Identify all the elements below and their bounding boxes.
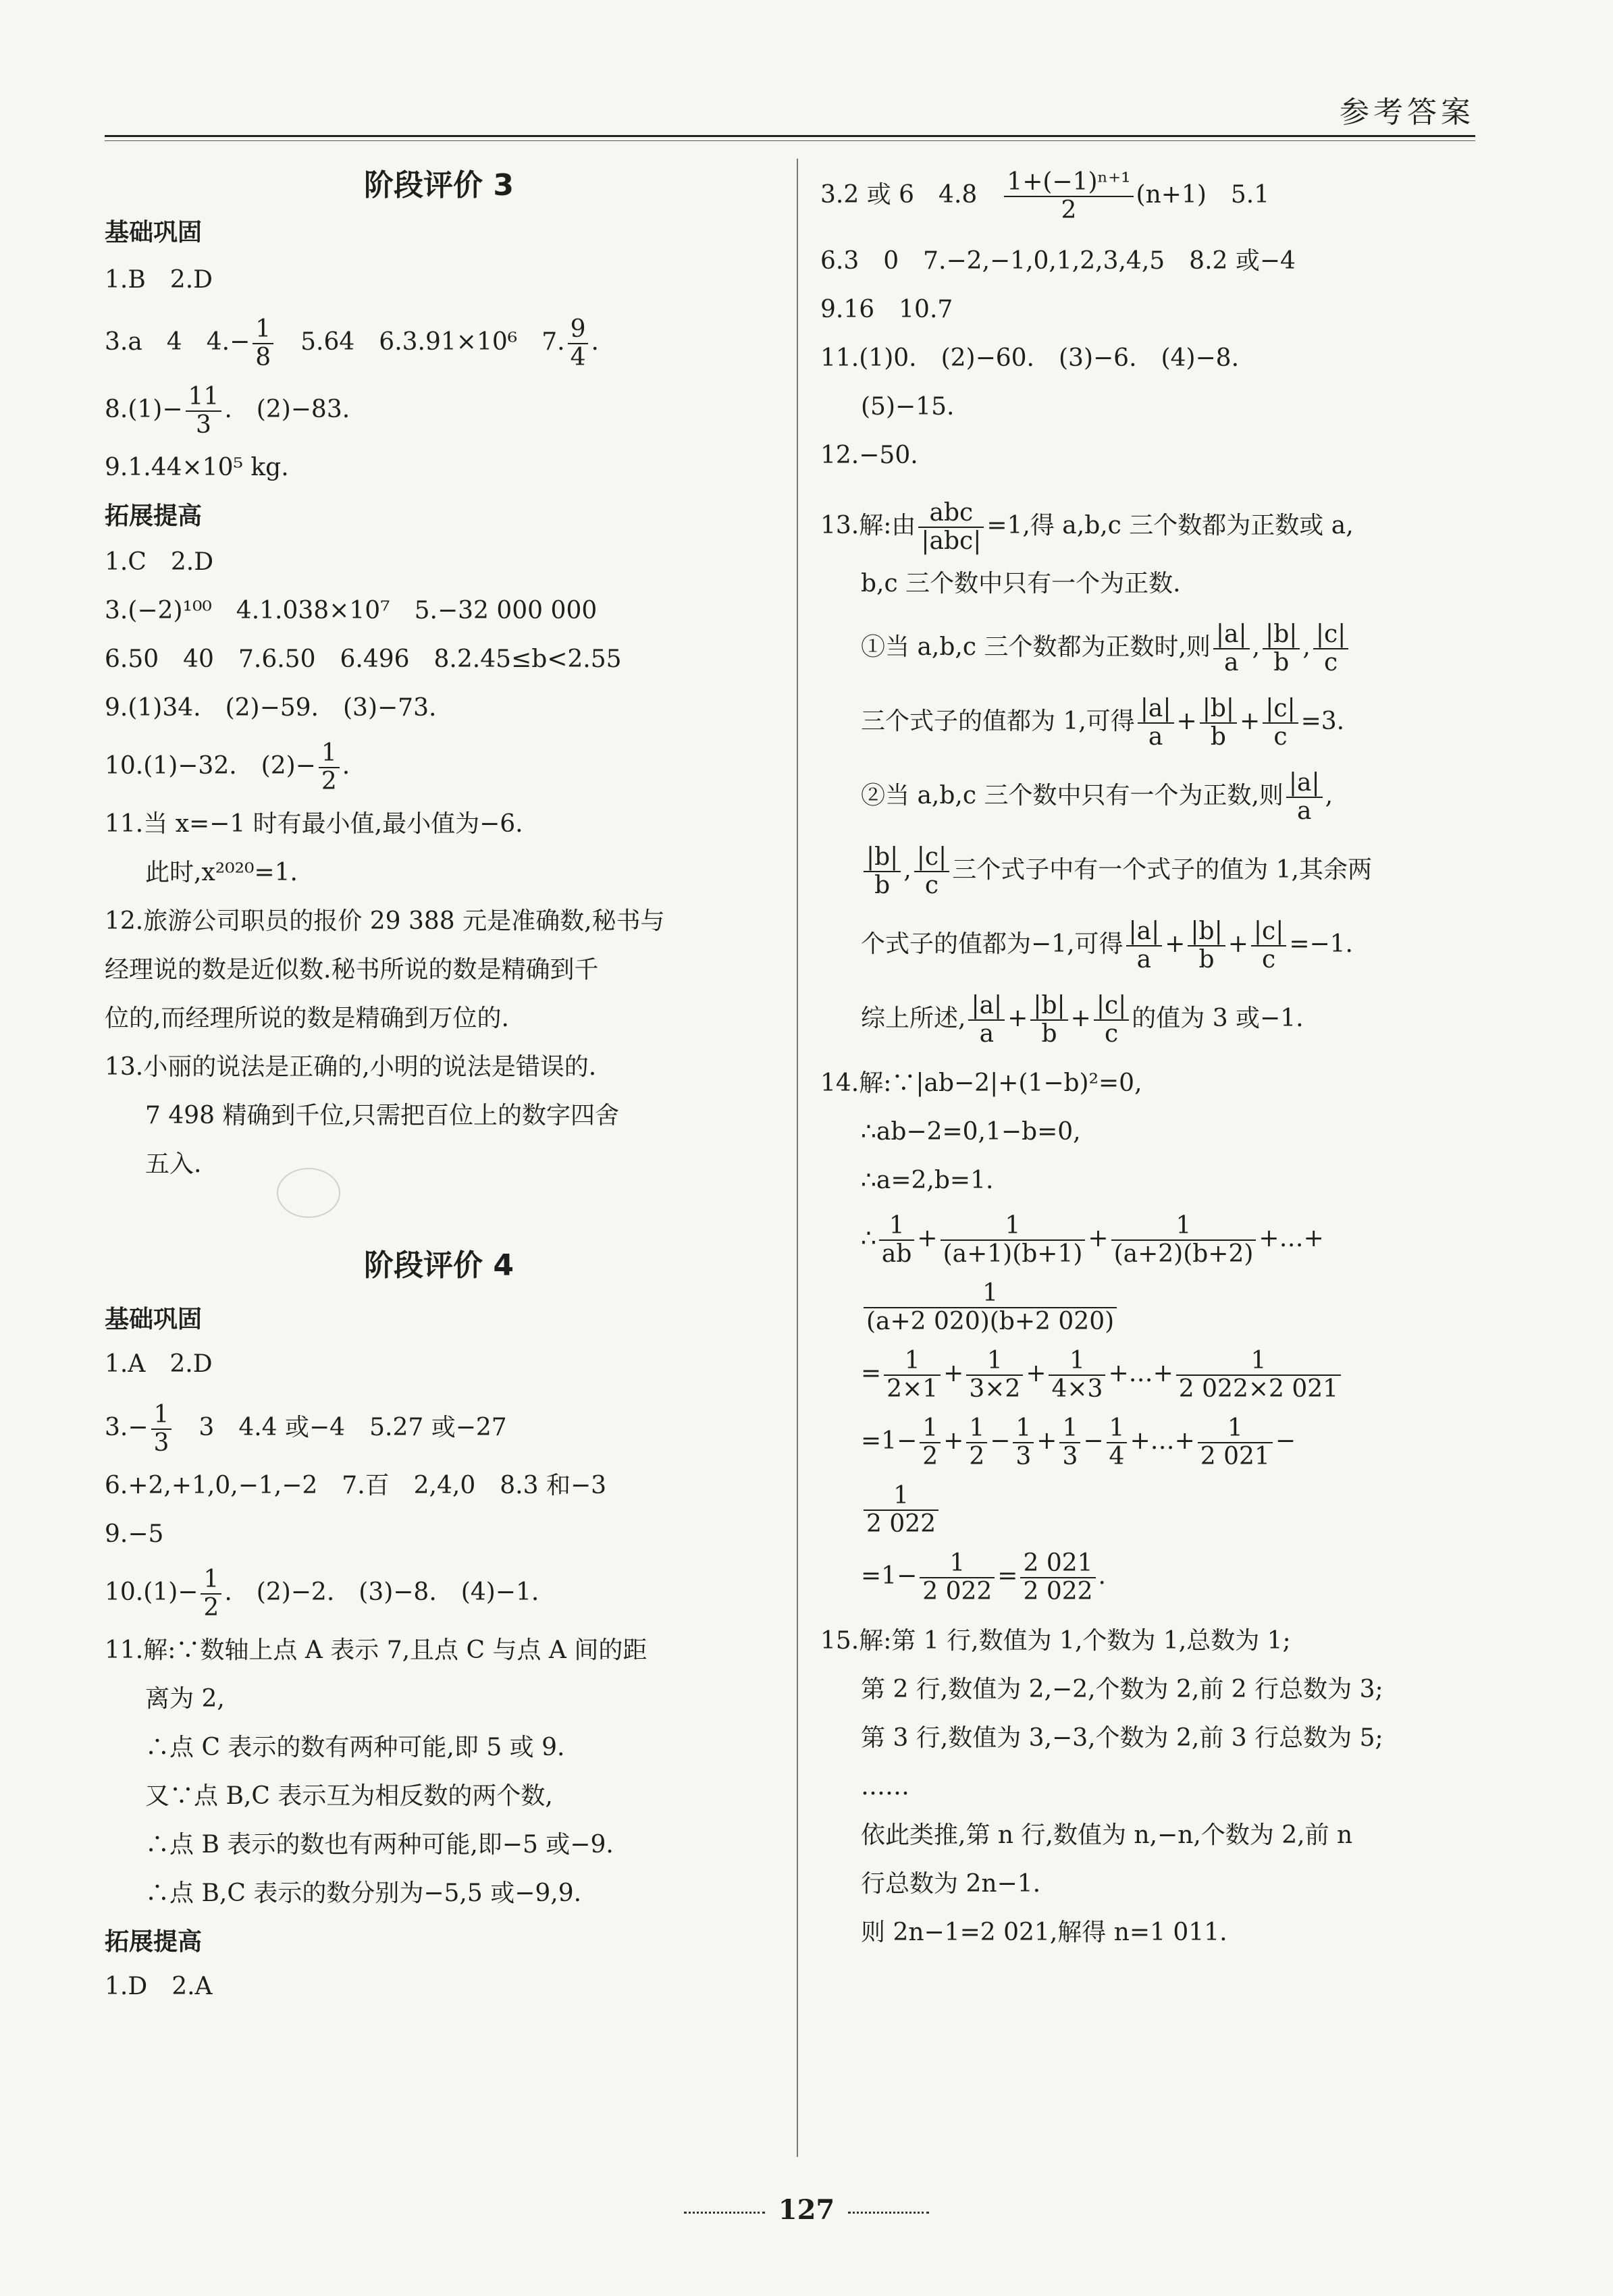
answer-line [105,740,773,807]
answer-text: =1− [861,1427,918,1455]
denominator: 2 021 [1200,1443,1270,1470]
column-divider [797,159,798,2157]
fraction [1059,1415,1080,1470]
answer-line: 9.16 10.7 [820,296,953,323]
answer-line: 经理说的数是近似数.秘书所说的数是精确到千 [105,956,599,984]
numerator: |b| [864,844,901,872]
numerator: abc [918,500,984,528]
answer-line: ∴ab−2=0,1−b=0, [861,1118,1081,1146]
answer-line [820,1212,1475,1280]
answer-text: + [1227,930,1248,958]
fraction [1263,695,1298,751]
numerator: 1 [966,1347,1023,1376]
numerator: |b| [1200,695,1237,724]
numerator: 1 [879,1212,915,1241]
numerator: 1 [864,1280,1117,1308]
answer-line: ∴点 C 表示的数有两种可能,即 5 或 9. [145,1734,565,1761]
answer-text: 3.2 或 6 4.8 [820,181,1002,209]
answer-text: 10.(1)− [105,1578,199,1606]
fraction [1213,621,1250,676]
numerator: 1 [1111,1212,1257,1241]
answer-text: 5.64 6.3.91×10⁶ 7. [276,328,565,356]
fraction [1049,1347,1105,1403]
answer-line: 9.(1)34. (2)−59. (3)−73. [105,694,437,722]
answer-text: 3.a 4 4.− [105,328,250,356]
denominator: b [874,872,891,899]
answer-line [820,500,1475,567]
answer-text: 8.(1)− [105,396,183,423]
fraction [966,1347,1023,1403]
fraction [201,1566,221,1622]
answer-text: =1,得 a,b,c 三个数都为正数或 a, [986,512,1354,539]
subheading-extend-4: 拓展提高 [105,1928,203,1956]
numerator: |a| [968,992,1005,1021]
answer-line [820,992,1475,1067]
answer-text: − [990,1427,1011,1455]
fraction [1263,621,1300,676]
footer-ornament-right [848,2212,929,2214]
answer-text: (n+1) 5.1 [1136,181,1270,209]
answer-line: 离为 2, [145,1685,225,1713]
numerator: 1 [920,1415,941,1443]
answer-line [820,1550,1475,1624]
answer-line: 11.当 x=−1 时有最小值,最小值为−6. [105,810,523,838]
fraction [920,1415,941,1470]
answer-text: +…+ [1259,1225,1324,1252]
fraction [1013,1415,1034,1470]
numerator: |b| [1030,992,1067,1021]
fraction [1030,992,1067,1048]
fraction [1188,918,1225,973]
denominator: a [1136,946,1152,973]
answer-line [820,1347,1475,1415]
answer-text: 三个式子中有一个式子的值为 1,其余两 [952,856,1372,884]
answer-text: , [903,856,911,884]
numerator: |a| [1126,918,1163,946]
answer-text: , [1252,633,1261,661]
fraction [1176,1347,1341,1403]
denominator: 2 [922,1443,938,1470]
answer-text: + [1165,930,1186,958]
denominator: 4×3 [1051,1375,1103,1403]
denominator: 4 [1109,1443,1125,1470]
answer-line [105,383,773,451]
answer-line: ∴a=2,b=1. [861,1167,994,1194]
denominator: c [1323,649,1338,676]
numerator: 1 [1198,1415,1273,1443]
answer-line: 则 2n−1=2 021,解得 n=1 011. [861,1919,1227,1946]
fraction [914,844,949,899]
answer-text: ②当 a,b,c 三个数中只有一个为正数,则 [861,782,1284,809]
answer-text: + [943,1360,964,1387]
answer-line: 12.旅游公司职员的报价 29 388 元是准确数,秘书与 [105,907,665,935]
answer-line [820,770,1475,844]
answer-text: + [1036,1427,1057,1455]
answer-line [820,1415,1475,1483]
answer-text: 13.解:由 [820,512,916,539]
fraction [568,316,589,371]
answer-line [820,918,1475,992]
answer-text: + [1088,1225,1109,1252]
denominator: 2 022×2 021 [1178,1375,1339,1403]
denominator: b [1198,946,1215,973]
numerator: |c| [1251,918,1286,946]
answer-text: 的值为 3 或−1. [1132,1005,1304,1032]
numerator: 1 [151,1401,172,1430]
answer-text: + [1070,1005,1091,1032]
answer-line [820,695,1475,770]
denominator: ab [881,1240,912,1268]
numerator: 1 [1013,1415,1034,1443]
fraction [1138,695,1174,751]
left-column [105,169,773,2019]
answer-text: 个式子的值都为−1,可得 [861,930,1123,958]
answer-text: + [1026,1360,1047,1387]
numerator: 1 [319,740,340,768]
answer-line: 第 3 行,数值为 3,−3,个数为 2,前 3 行总数为 5; [861,1724,1383,1752]
answer-text: 10.(1)−32. (2)− [105,752,316,780]
numerator: 1 [1107,1415,1128,1443]
answer-line: 1.A 2.D [105,1350,213,1378]
answer-text: +…+ [1108,1360,1173,1387]
numerator: 1 [1059,1415,1080,1443]
numerator: 1 [966,1415,987,1443]
fraction [1094,992,1129,1048]
numerator: |c| [914,844,949,872]
answer-line: 11.(1)0. (2)−60. (3)−6. (4)−8. [820,344,1240,372]
denominator: b [1041,1020,1057,1048]
denominator: (a+1)(b+1) [943,1240,1083,1268]
numerator: |a| [1286,770,1323,798]
answer-text: . [342,752,350,780]
denominator: 3 [153,1429,169,1457]
answer-line [105,1566,773,1634]
answer-text: . [1098,1562,1106,1590]
page-number: 127 [778,2194,835,2226]
numerator: 1 [1049,1347,1105,1376]
answer-line: 13.小丽的说法是正确的,小明的说法是错误的. [105,1053,597,1081]
answer-text: − [1083,1427,1104,1455]
denominator: 3 [1062,1443,1078,1470]
numerator: |a| [1138,695,1174,724]
answer-line: 又∵点 B,C 表示互为相反数的两个数, [145,1782,553,1810]
fraction [1200,695,1237,751]
denominator: c [1273,723,1288,751]
fraction [1020,1550,1095,1605]
numerator: 11 [186,383,222,412]
answer-text: + [917,1225,938,1252]
fraction [920,1550,995,1605]
denominator: 2 022 [1023,1578,1093,1605]
numerator: 1 [884,1347,941,1376]
numerator: 1 [941,1212,1086,1241]
denominator: c [924,872,939,899]
fraction [1198,1415,1273,1470]
fraction [1111,1212,1257,1268]
answer-text: ①当 a,b,c 三个数都为正数时,则 [861,633,1211,661]
header-rule-thin [105,140,1475,141]
answer-line: 行总数为 2n−1. [861,1870,1041,1898]
fraction [319,740,340,795]
answer-line: ∴点 B,C 表示的数分别为−5,5 或−9,9. [145,1879,582,1907]
answer-line: 第 2 行,数值为 2,−2,个数为 2,前 2 行总数为 3; [861,1676,1383,1703]
subheading-basic-4: 基础巩固 [105,1306,203,1333]
answer-line: (5)−15. [861,393,955,421]
answer-text: 3.− [105,1414,149,1441]
answer-line: 1.C 2.D [105,548,214,576]
section-title-3: 阶段评价 3 [364,168,514,203]
answer-text: . [591,328,599,356]
answer-line: 15.解:第 1 行,数值为 1,个数为 1,总数为 1; [820,1627,1291,1655]
answer-text: , [1325,782,1333,809]
fraction [1107,1415,1128,1470]
header-rule [105,135,1475,137]
answer-line: 7 498 精确到千位,只需把百位上的数字四舍 [145,1102,619,1129]
answer-text: . (2)−2. (3)−8. (4)−1. [224,1578,539,1606]
numerator: |b| [1188,918,1225,946]
fraction [864,1483,938,1538]
numerator: |a| [1213,621,1250,649]
right-column [820,169,1475,1965]
fraction [884,1347,941,1403]
denominator: b [1210,723,1226,751]
answer-line: 1.D 2.A [105,1973,213,2000]
numerator: 1 [864,1483,938,1511]
denominator: 2×1 [887,1375,938,1403]
denominator: c [1262,946,1276,973]
answer-text: + [1176,708,1197,735]
numerator: 1+(−1)ⁿ⁺¹ [1004,169,1133,197]
answer-line: 1.B 2.D [105,266,213,294]
answer-line: 6.+2,+1,0,−1,−2 7.百 2,4,0 8.3 和−3 [105,1472,607,1499]
fraction [1004,169,1133,224]
fraction [1313,621,1348,676]
answer-line [820,169,1475,244]
fraction [918,500,984,555]
answer-text: + [1007,1005,1028,1032]
answer-line: 14.解:∵|ab−2|+(1−b)²=0, [820,1069,1142,1097]
denominator: 2 [203,1594,219,1622]
fraction [1251,918,1286,973]
numerator: 9 [568,316,589,344]
denominator: 3 [1015,1443,1032,1470]
numerator: |c| [1313,621,1348,649]
denominator: 4 [570,344,586,371]
answer-line: 9.−5 [105,1520,164,1548]
answer-text: +…+ [1130,1427,1195,1455]
fraction [186,383,222,439]
answer-line: ∴点 B 表示的数也有两种可能,即−5 或−9. [145,1831,614,1859]
fraction [1126,918,1163,973]
answer-line [820,621,1475,695]
answer-line: 此时,x²⁰²⁰=1. [145,859,298,886]
answer-text: ∴ [861,1225,876,1252]
numerator: 1 [1176,1347,1341,1376]
answer-text: − [1275,1427,1296,1455]
answer-line [820,844,1475,918]
numerator: |c| [1263,695,1298,724]
answer-text: + [1240,708,1261,735]
answer-line: 9.1.44×10⁵ kg. [105,454,289,481]
numerator: 1 [920,1550,995,1578]
answer-line: 依此类推,第 n 行,数值为 n,−n,个数为 2,前 n [861,1821,1353,1849]
subheading-extend-3: 拓展提高 [105,502,203,530]
answer-text: = [861,1360,882,1387]
fraction [879,1212,915,1268]
answer-text: =3. [1300,708,1345,735]
answer-line: 3.(−2)¹⁰⁰ 4.1.038×10⁷ 5.−32 000 000 [105,597,598,624]
denominator: 2 022 [866,1510,936,1538]
denominator: 2 [1061,196,1077,224]
denominator: b [1273,649,1290,676]
fraction [864,844,901,899]
answer-line: 12.−50. [820,442,918,469]
denominator: a [979,1020,995,1048]
denominator: 8 [255,344,271,371]
answer-line: 6.50 40 7.6.50 6.496 8.2.45≤b<2.55 [105,645,622,673]
numerator: |c| [1094,992,1129,1021]
answer-line: 6.3 0 7.−2,−1,0,1,2,3,4,5 8.2 或−4 [820,247,1296,275]
fraction [864,1280,1117,1335]
denominator: (a+2)(b+2) [1113,1240,1254,1268]
answer-text: . (2)−83. [224,396,350,423]
denominator: a [1297,797,1312,825]
denominator: |abc| [921,527,982,555]
denominator: 3×2 [969,1375,1021,1403]
denominator: a [1224,649,1239,676]
answer-text: 综上所述, [861,1005,966,1032]
denominator: 3 [195,411,211,439]
denominator: (a+2 020)(b+2 020) [866,1308,1115,1335]
fraction [941,1212,1086,1268]
numerator: 1 [201,1566,221,1595]
section-title-4: 阶段评价 4 [364,1248,514,1283]
fraction [151,1401,172,1457]
answer-line [820,1280,1475,1347]
answer-line: 11.解:∵数轴上点 A 表示 7,且点 C 与点 A 间的距 [105,1636,647,1664]
page-footer [0,2194,1613,2226]
fraction [253,316,273,371]
answer-text: , [1302,633,1311,661]
denominator: c [1104,1020,1119,1048]
answer-line [105,316,773,383]
running-head: 参考答案 [1340,95,1475,130]
denominator: a [1148,723,1163,751]
footer-ornament-left [684,2212,765,2214]
answer-line: …… [861,1773,909,1800]
answer-line [105,1401,773,1469]
denominator: 2 022 [922,1578,993,1605]
answer-line: 位的,而经理所说的数是精确到万位的. [105,1005,509,1032]
fraction [966,1415,987,1470]
numerator: 1 [253,316,273,344]
answer-text: =1− [861,1562,918,1590]
answer-text: = [997,1562,1018,1590]
answer-line: b,c 三个数中只有一个为正数. [861,570,1181,597]
denominator: 2 [969,1443,985,1470]
numerator: 2 021 [1020,1550,1095,1578]
subheading-basic-3: 基础巩固 [105,219,203,246]
denominator: 2 [321,768,337,795]
numerator: |b| [1263,621,1300,649]
answer-text: 三个式子的值都为 1,可得 [861,708,1135,735]
answer-line [820,1483,1475,1550]
answer-text: =−1. [1289,930,1354,958]
answer-text: + [943,1427,964,1455]
answer-text: 3 4.4 或−4 5.27 或−27 [174,1414,507,1441]
answer-line: 五入. [145,1150,202,1178]
fraction [1286,770,1323,825]
fraction [968,992,1005,1048]
